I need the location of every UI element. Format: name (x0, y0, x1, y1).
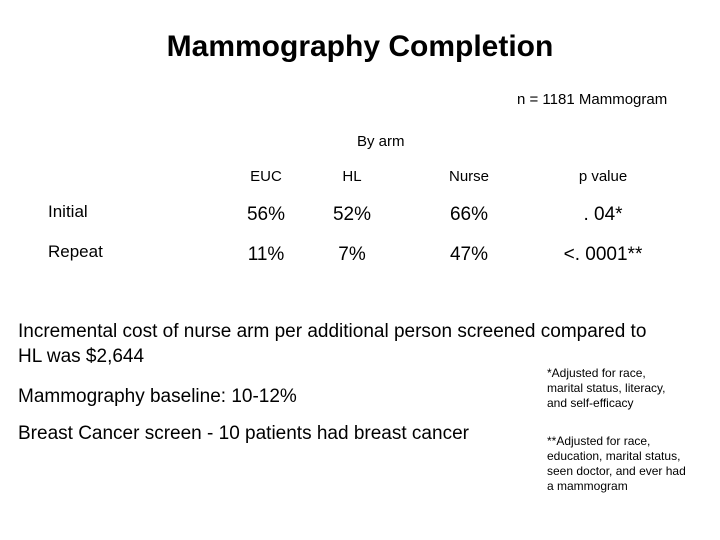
footnote-line: a mammogram (547, 479, 628, 493)
column-header-euc: EUC (250, 168, 282, 185)
row-label-repeat: Repeat (48, 242, 103, 261)
footnote-line: education, marital status, (547, 449, 681, 463)
footnote-adjusted-2 (547, 434, 686, 494)
slide-title: Mammography Completion (166, 30, 554, 63)
row-label-initial: Initial (48, 202, 88, 221)
table-cell: 47% (449, 244, 489, 265)
baseline-text: Mammography baseline: 10-12% (18, 386, 297, 407)
table-cell: <. 0001** (563, 244, 643, 265)
cost-text-line-2: HL was $2,644 (18, 346, 145, 367)
column-header-p-value: p value (578, 168, 628, 185)
table-cell: 56% (246, 204, 286, 225)
table-cell: 11% (247, 244, 285, 265)
footnote-line: **Adjusted for race, (547, 434, 651, 448)
table-cell: 52% (332, 204, 372, 225)
by-arm-label: By arm (357, 133, 405, 150)
column-header-nurse: Nurse (448, 168, 489, 185)
footnote-line: *Adjusted for race, (547, 366, 646, 380)
cancer-text: Breast Cancer screen - 10 patients had breast cancer (18, 423, 469, 444)
table-cell: 7% (338, 244, 366, 265)
footnote-line: marital status, literacy, (547, 381, 666, 395)
column-header-hl: HL (342, 168, 362, 185)
footnote-line: and self-efficacy (547, 396, 634, 410)
footnote-line: seen doctor, and ever had (547, 464, 686, 478)
footnote-adjusted-1 (547, 366, 665, 411)
table-cell: 66% (449, 204, 489, 225)
cost-text-line-1: Incremental cost of nurse arm per additional person screened compared to (18, 321, 647, 342)
sample-size-note: n = 1181 Mammogram (517, 91, 668, 108)
table-cell: . 04* (583, 204, 623, 225)
